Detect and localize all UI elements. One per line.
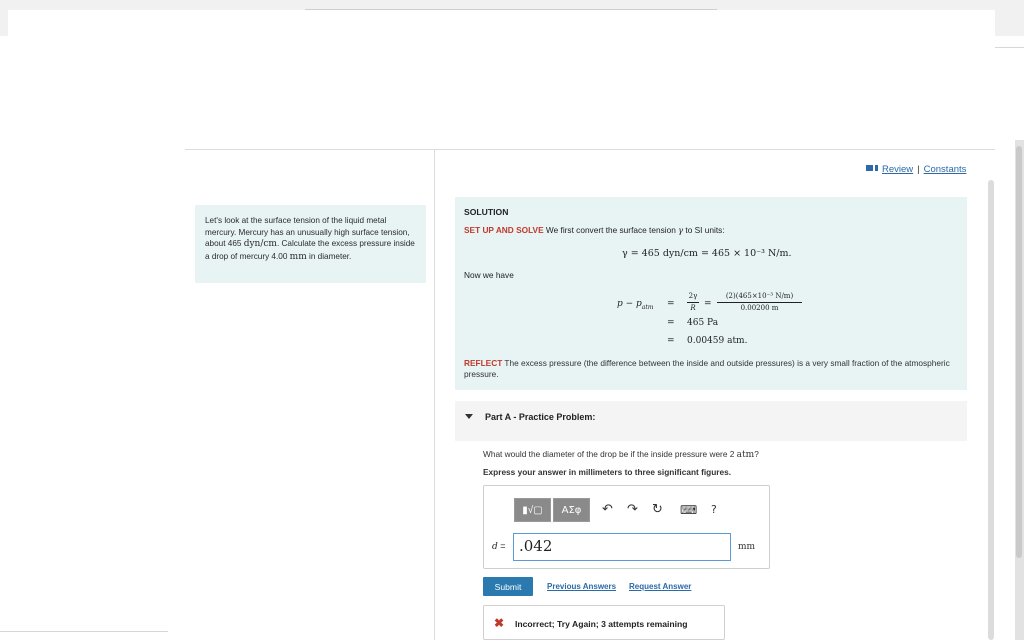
fraction-numerator: (2)(465×10⁻³ N/m) bbox=[725, 292, 794, 300]
setup-text: We first convert the surface tension bbox=[543, 225, 679, 235]
intro-text: Let's look at the surface tension of the liquid metal mercury. Mercury has an unusually high surface tension, about 465 bbox=[205, 216, 410, 248]
reflect-body: The excess pressure (the difference between the inside and outside pressures) is a very small fraction of the atmospheric pressure. bbox=[464, 358, 950, 379]
variable-symbol: d bbox=[492, 542, 498, 552]
page-scrollbar-thumb[interactable] bbox=[1016, 146, 1022, 558]
review-icon-part bbox=[875, 165, 878, 171]
intro-unit: dyn/cm bbox=[243, 239, 277, 249]
undo-icon[interactable]: ↶ bbox=[602, 502, 613, 517]
equals-sign: = bbox=[704, 299, 712, 309]
result-atm: 0.00459 atm. bbox=[687, 336, 748, 346]
submit-button[interactable]: Submit bbox=[483, 577, 533, 596]
content-divider-vertical bbox=[434, 149, 435, 640]
fraction-bar bbox=[687, 302, 699, 303]
equals-sign: = bbox=[667, 318, 675, 328]
feedback-text: Incorrect; Try Again; 3 attempts remaining bbox=[515, 619, 688, 629]
problem-intro bbox=[195, 205, 426, 283]
link-separator: | bbox=[917, 164, 920, 175]
left-strip bbox=[0, 36, 8, 636]
previous-answers-link[interactable]: Previous Answers bbox=[547, 582, 617, 591]
question-unit: atm bbox=[736, 450, 755, 460]
fraction-numerator: 2γ bbox=[688, 292, 698, 300]
solution-title: SOLUTION bbox=[464, 207, 509, 217]
question-text bbox=[483, 449, 759, 460]
review-constants-links bbox=[866, 164, 966, 175]
solution-panel bbox=[455, 197, 967, 390]
answer-input[interactable]: .042 bbox=[513, 533, 731, 561]
answer-instructions: Express your answer in millimeters to three significant figures. bbox=[483, 467, 732, 477]
error-icon: ✖ bbox=[494, 616, 505, 630]
reflect-label: REFLECT bbox=[464, 358, 503, 368]
feedback-message bbox=[483, 605, 725, 640]
intro-unit: mm bbox=[289, 251, 307, 262]
content-scrollbar[interactable] bbox=[988, 180, 994, 640]
equation-lhs-sub: atm bbox=[641, 303, 654, 311]
fraction-denominator: 0.00200 m bbox=[740, 304, 779, 312]
bottom-left-panel bbox=[0, 631, 168, 640]
gamma-symbol: γ bbox=[678, 225, 684, 235]
part-a-header[interactable] bbox=[455, 401, 967, 441]
intro-text: . Calculate the excess pressure inside a drop of mercury 4.00 bbox=[205, 239, 415, 261]
constants-link[interactable]: Constants bbox=[923, 164, 967, 175]
fraction-denominator: R bbox=[690, 304, 696, 312]
conversion-equation: γ = 465 dyn/cm = 465 × 10⁻³ N/m. bbox=[622, 248, 792, 259]
equals-sign: = bbox=[667, 336, 675, 346]
answer-unit: mm bbox=[738, 542, 756, 552]
question-mark: ? bbox=[754, 449, 759, 459]
content-divider-horizontal bbox=[185, 149, 995, 150]
symbols-button[interactable]: ΑΣφ bbox=[553, 498, 590, 522]
equation-lhs bbox=[617, 299, 653, 311]
part-a-label: Part A - Practice Problem: bbox=[485, 412, 596, 422]
reflect-text bbox=[464, 358, 959, 380]
templates-button[interactable]: ▮√▢ bbox=[514, 498, 551, 522]
intro-text: in diameter. bbox=[306, 251, 352, 261]
reset-icon[interactable]: ↻ bbox=[652, 502, 663, 517]
review-icon bbox=[866, 165, 873, 171]
question-body: What would the diameter of the drop be if the inside pressure were 2 bbox=[483, 449, 737, 459]
result-pascal: 465 Pa bbox=[687, 318, 719, 328]
setup-solve-text bbox=[464, 225, 725, 235]
collapse-caret-icon[interactable] bbox=[465, 414, 473, 419]
variable-label bbox=[492, 541, 506, 552]
variable-equals: = bbox=[497, 541, 506, 551]
redo-icon[interactable]: ↷ bbox=[627, 502, 638, 517]
answer-box bbox=[483, 485, 770, 569]
fraction-bar bbox=[717, 302, 802, 303]
equals-sign: = bbox=[667, 299, 675, 309]
setup-text: to SI units: bbox=[683, 225, 725, 235]
equation-lhs-text: p − p bbox=[617, 299, 642, 309]
help-icon[interactable]: ? bbox=[711, 503, 717, 516]
now-we-have-text: Now we have bbox=[464, 270, 514, 280]
keyboard-icon[interactable]: ⌨ bbox=[680, 503, 698, 517]
setup-label: SET UP AND SOLVE bbox=[464, 225, 544, 235]
request-answer-link[interactable]: Request Answer bbox=[629, 582, 692, 591]
review-link[interactable]: Review bbox=[882, 164, 914, 175]
